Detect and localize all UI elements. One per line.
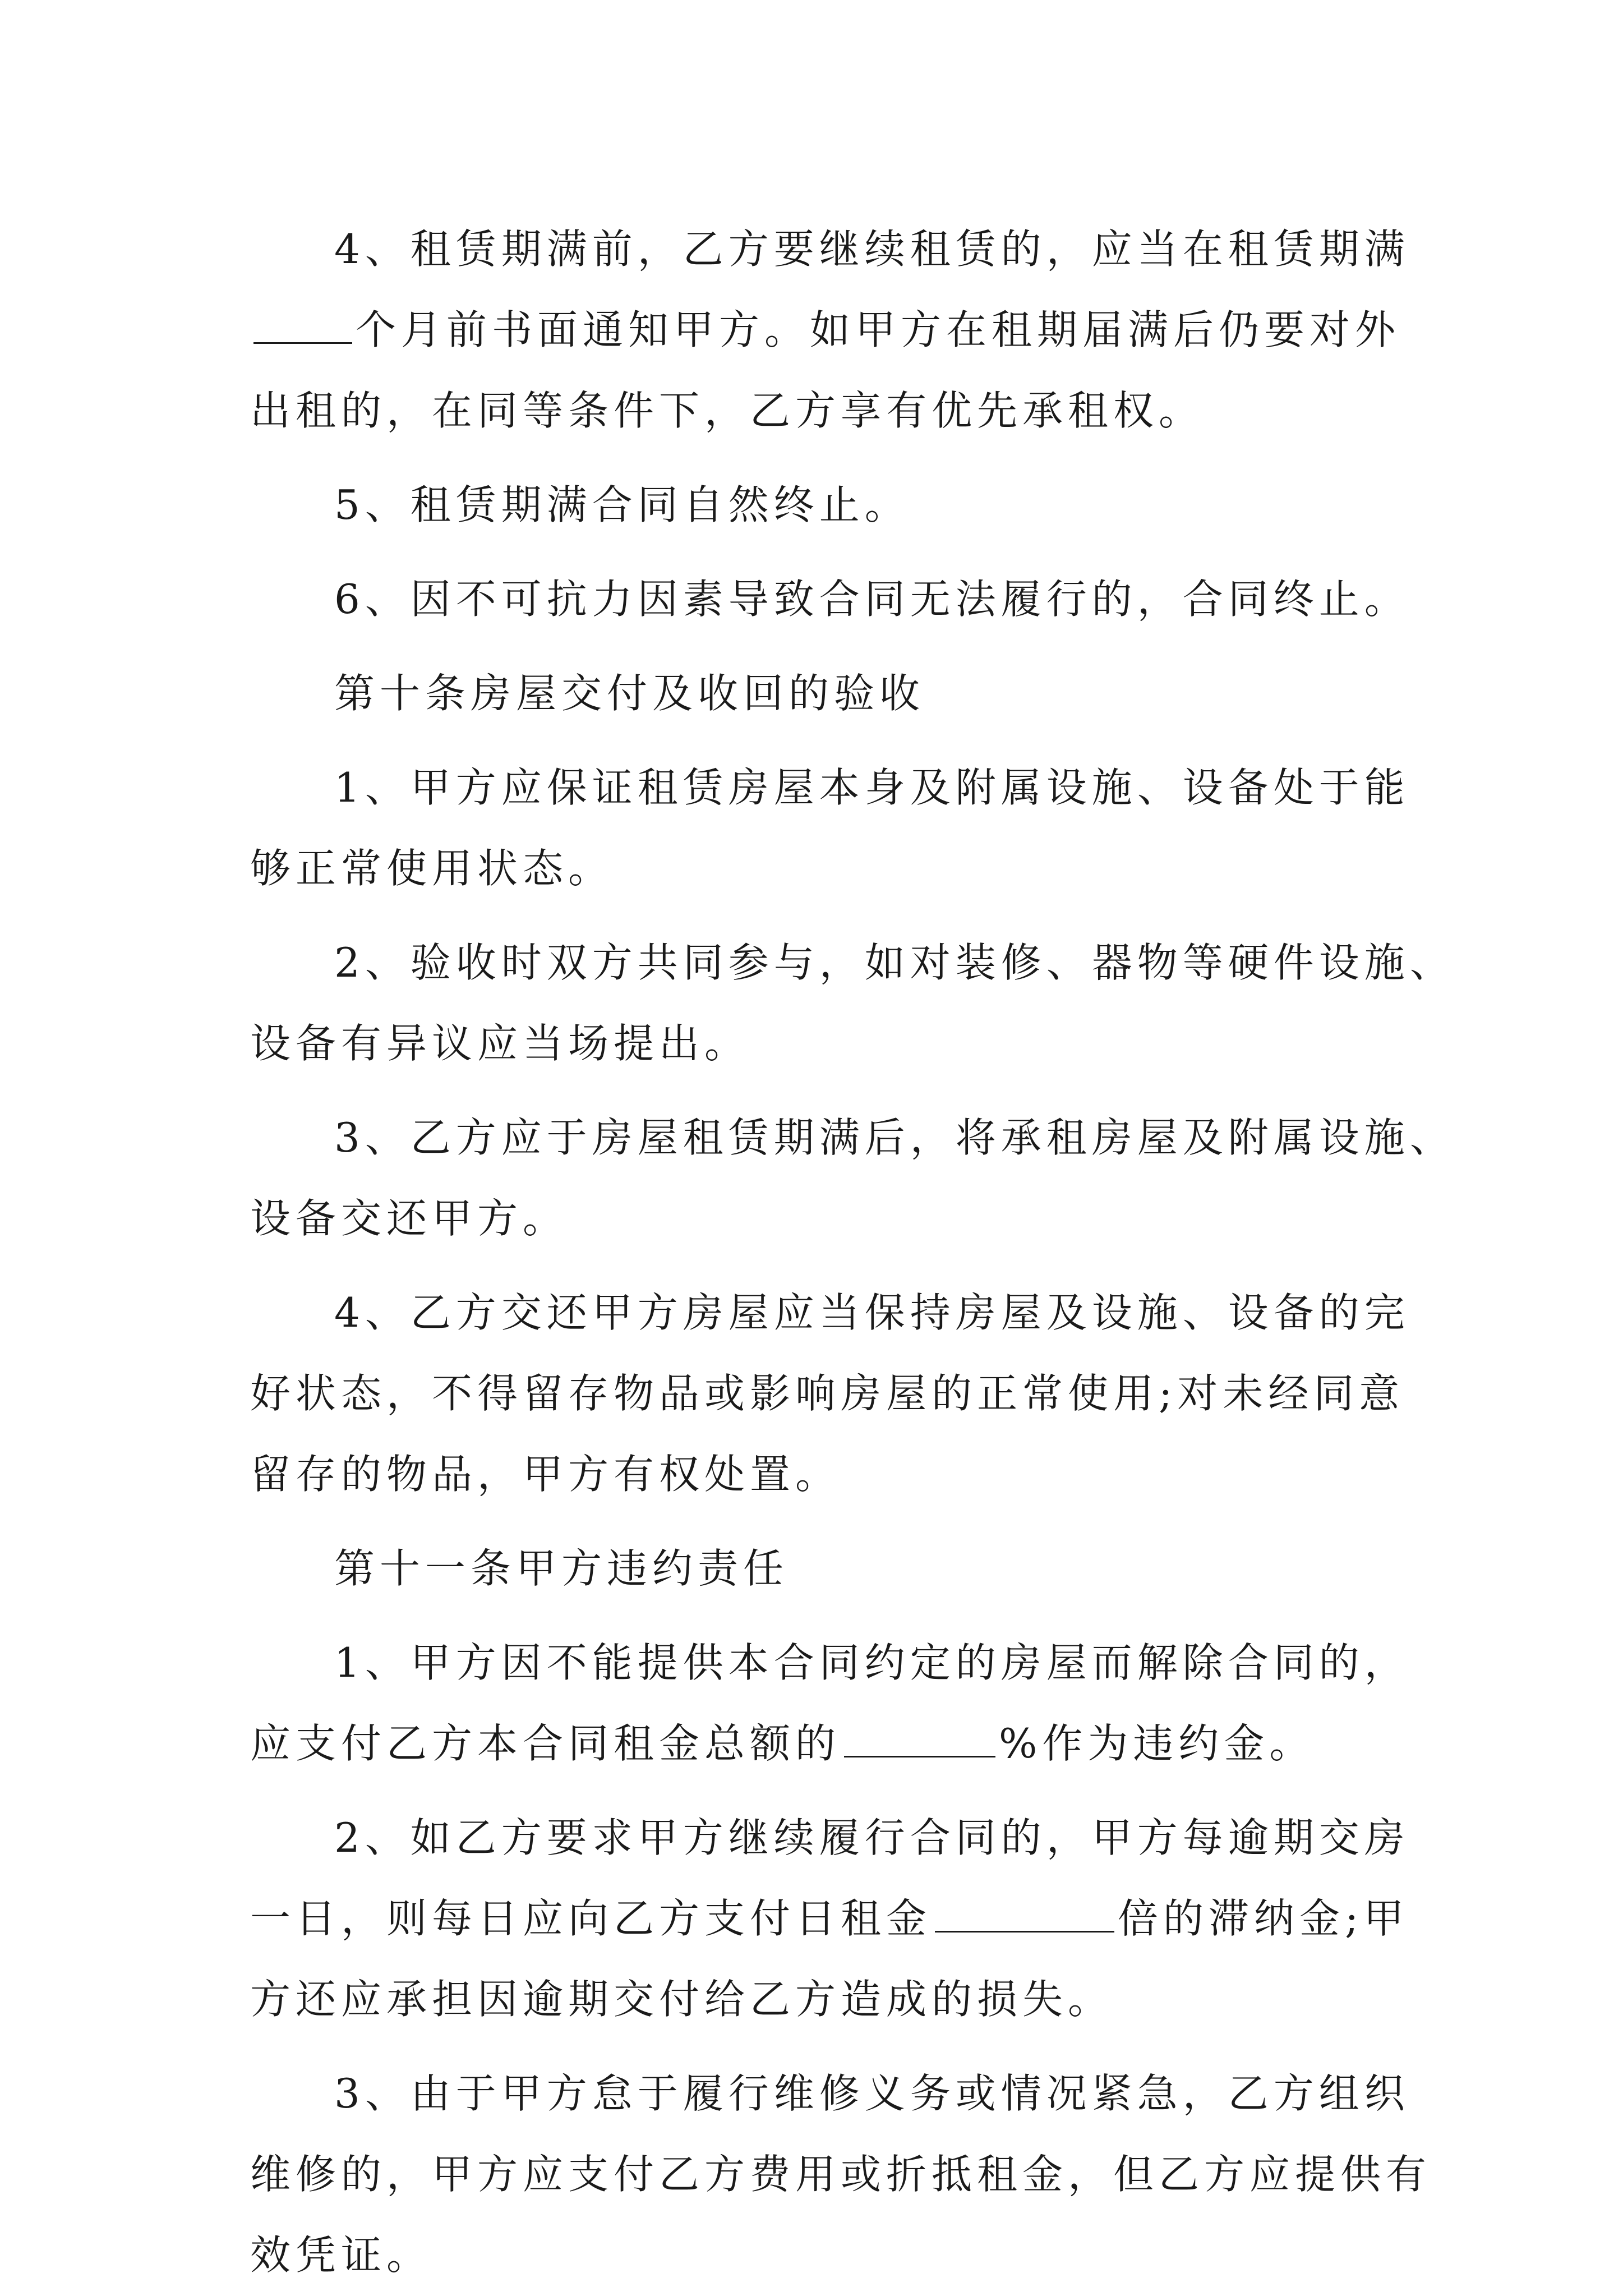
paragraph-line: 够正常使用状态。	[250, 845, 614, 892]
paragraph-line: 设备交还甲方。	[250, 1195, 569, 1242]
paragraph-line: 方还应承担因逾期交付给乙方造成的损失。	[250, 1976, 1114, 2023]
paragraph-line: 2、如乙方要求甲方继续履行合同的，甲方每逾期交房	[334, 1814, 1410, 1861]
paragraph-line: 4、租赁期满前，乙方要继续租赁的，应当在租赁期满	[334, 226, 1410, 273]
fill-in-blank[interactable]	[253, 305, 352, 344]
section-heading: 第十条房屋交付及收回的验收	[334, 670, 925, 717]
fill-in-blank[interactable]	[935, 1894, 1114, 1932]
paragraph-line	[250, 1878, 1409, 1959]
paragraph-line: 维修的，甲方应支付乙方费用或折抵租金，但乙方应提供有	[250, 2151, 1432, 2198]
paragraph-line: 3、由于甲方怠于履行维修义务或情况紧急，乙方组织	[334, 2070, 1410, 2117]
section-heading: 第十一条甲方违约责任	[334, 1545, 789, 1592]
contract-body	[250, 209, 1455, 2295]
paragraph-line: 5、租赁期满合同自然终止。	[334, 481, 910, 528]
paragraph-text: 个月前书面通知甲方。如甲方在租期届满后仍要对外	[356, 306, 1401, 353]
paragraph-line: 3、乙方应于房屋租赁期满后，将承租房屋及附属设施、	[334, 1114, 1455, 1161]
paragraph-line	[250, 1703, 1400, 1784]
paragraph-line: 效凭证。	[250, 2231, 432, 2279]
paragraph-line: 1、甲方应保证租赁房屋本身及附属设施、设备处于能	[334, 764, 1410, 811]
paragraph-line: 6、因不可抗力因素导致合同无法履行的，合同终止。	[334, 576, 1410, 623]
paragraph-text: %作为违约金。	[999, 1720, 1315, 1767]
paragraph-text: 倍的滞纳金;甲	[1118, 1895, 1409, 1942]
paragraph-line: 1、甲方因不能提供本合同约定的房屋而解除合同的，	[334, 1639, 1410, 1686]
paragraph-text: 一日，则每日应向乙方支付日租金	[250, 1895, 932, 1942]
fill-in-blank[interactable]	[844, 1719, 995, 1757]
paragraph-line: 设备有异议应当场提出。	[250, 1020, 750, 1067]
paragraph-line: 留存的物品，甲方有权处置。	[250, 1451, 841, 1498]
paragraph-line: 2、验收时双方共同参与，如对装修、器物等硬件设施、	[334, 939, 1455, 986]
paragraph-line: 出租的，在同等条件下，乙方享有优先承租权。	[250, 387, 1205, 434]
paragraph-line: 好状态，不得留存物品或影响房屋的正常使用;对未经同意	[250, 1370, 1405, 1417]
paragraph-line	[250, 289, 1400, 370]
paragraph-text: 应支付乙方本合同租金总额的	[250, 1720, 841, 1767]
paragraph-line: 4、乙方交还甲方房屋应当保持房屋及设施、设备的完	[334, 1289, 1410, 1336]
